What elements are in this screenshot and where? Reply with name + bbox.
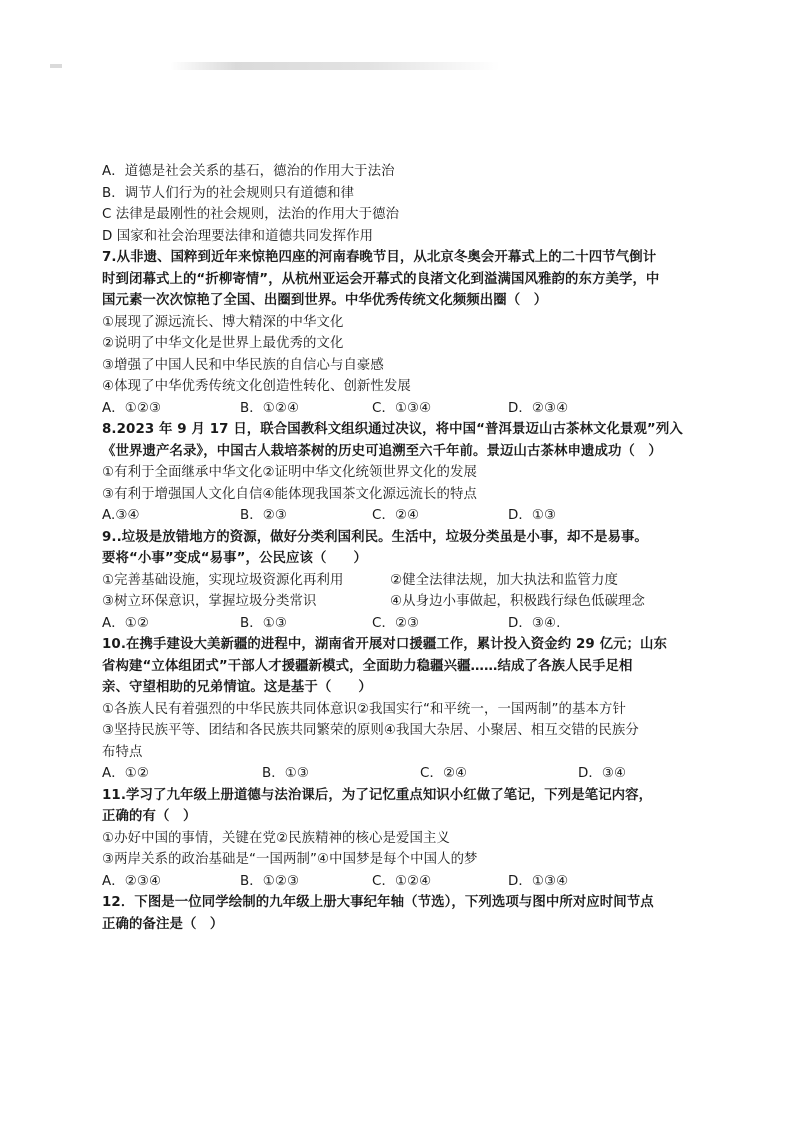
q9-choice-a: A．①② [102,615,149,631]
q10-choice-c: C．②④ [420,766,468,781]
q8-item-1: ①有利于全面继承中华文化②证明中华文化统领世界文化的发展 [102,465,477,480]
q11-choice-d: D．①③④ [508,873,569,889]
q6-option-b: B．调节人们行为的社会规则只有道德和律 [102,185,355,201]
q7-stem-1: 7.从非遗、国粹到近年来惊艳四座的河南春晚节目，从北京冬奥会开幕式上的二十四节气倒计 [102,250,657,265]
q7-choice-d: D．②③④ [508,400,569,416]
q6-option-a: A．道德是社会关系的基石，德治的作用大于法治 [102,164,395,179]
q8-choice-a: A.③④ [102,508,140,523]
q7-choices [102,398,672,420]
q10-stem-1: 10.在携手建设大美新疆的进程中，湖南省开展对口援疆工作，累计投入资金约 29 亿元；山东 [102,637,668,652]
q7-choice-c: C．①③④ [372,400,432,416]
q9-stem-2: 要将“小事”变成“易事”，公民应该（ ） [102,551,367,566]
q7-item-4: ④体现了中华优秀传统文化创造性转化、创新性发展 [102,379,411,394]
q9-item-4: ④从身边小事做起，积极践行绿色低碳理念 [390,594,645,609]
q9-choices [102,613,672,635]
q8-choices [102,505,672,527]
q8-choice-d: D．①③ [508,508,557,523]
q8-item-2: ③有利于增强国人文化自信④能体现我国茶文化源远流长的特点 [102,486,477,502]
q9-stem-1: 9..垃圾是放错地方的资源，做好分类利国利民。生活中，垃圾分类虽是小事，却不是易事。 [102,529,648,545]
q10-item-1: ①各族人民有着强烈的中华民族共同体意识②我国实行“和平统一，一国两制”的基本方针 [102,701,626,717]
q9-choice-c: C．②③ [372,615,420,631]
q8-choice-c: C．②④ [372,508,420,523]
q10-item-2: ③坚持民族平等、团结和各民族共同繁荣的原则④我国大杂居、小聚居、相互交错的民族分 [102,723,639,738]
q10-item-3: 布特点 [102,744,143,760]
q10-choices [102,763,672,785]
q9-item-2: ②健全法律法规，加大执法和监管力度 [390,572,618,588]
q11-item-2: ③两岸关系的政治基础是“一国两制”④中国梦是每个中国人的梦 [102,852,478,867]
q11-stem-2: 正确的有（ ） [102,809,197,824]
q11-choices [102,871,672,893]
q10-choice-d: D．③④ [578,766,627,781]
q12-stem-1: 12．下图是一位同学绘制的九年级上册大事纪年轴（节选），下列选项与图中所对应时间节点 [102,895,654,910]
q9-choice-d: D．③④. [508,615,561,631]
q10-stem-2: 省构建“立体组团式”干部人才援疆新模式，全面助力稳疆兴疆……结成了各族人民手足相 [102,658,633,674]
q11-choice-a: A．②③④ [102,873,162,889]
q9-item-3: ③树立环保意识，掌握垃圾分类常识 [102,594,317,609]
q8-stem-1: 8.2023 年 9 月 17 日，联合国教科文组织通过决议，将中国“普洱景迈山古茶林文化景观”列入 [102,422,683,437]
q7-item-2: ②说明了中华文化是世界上最优秀的文化 [102,336,344,351]
q11-item-1: ①办好中国的事情，关键在党②民族精神的核心是爱国主义 [102,830,450,846]
q7-item-1: ①展现了源远流长、博大精深的中华文化 [102,314,344,330]
q6-option-c: C 法律是最刚性的社会规则，法治的作用大于德治 [102,207,400,222]
q10-choice-b: B．①③ [262,766,309,781]
q11-stem-1: 11.学习了九年级上册道德与法治课后，为了记忆重点知识小红做了笔记，下列是笔记内容， [102,787,653,803]
q9-items-row-2 [102,591,672,613]
q9-item-1: ①完善基础设施，实现垃圾资源化再利用 [102,572,344,588]
q7-choice-a: A．①②③ [102,400,162,416]
q8-stem-2: 《世界遗产名录》，中国古人栽培茶树的历史可追溯至六千年前。景迈山古茶林申遗成功（ ） [102,443,662,459]
q11-choice-b: B．①②③ [240,873,300,889]
scan-artifact-header [170,62,500,70]
q10-choice-a: A．①② [102,766,149,781]
q7-stem-3: 国元素一次次惊艳了全国、出圈到世界。中华优秀传统文化频频出圈（ ） [102,293,548,308]
q9-items-row-1 [102,570,672,592]
q7-choice-b: B．①②④ [240,400,300,416]
q10-stem-3: 亲、守望相助的兄弟情谊。这是基于（ ） [102,680,372,695]
scan-artifact [50,64,62,68]
q6-option-d: D 国家和社会治理要法律和道德共同发挥作用 [102,228,374,244]
q8-choice-b: B．②③ [240,508,287,523]
exam-page [102,161,683,935]
q12-stem-2: 正确的备注是（ ） [102,916,224,932]
q7-item-3: ③增强了中国人民和中华民族的自信心与自豪感 [102,357,384,373]
q9-choice-b: B．①③ [240,615,287,631]
q7-stem-2: 时到闭幕式上的“折柳寄情”，从杭州亚运会开幕式的良渚文化到溢满国风雅韵的东方美学，中 [102,271,660,287]
q11-choice-c: C．①②④ [372,873,432,889]
